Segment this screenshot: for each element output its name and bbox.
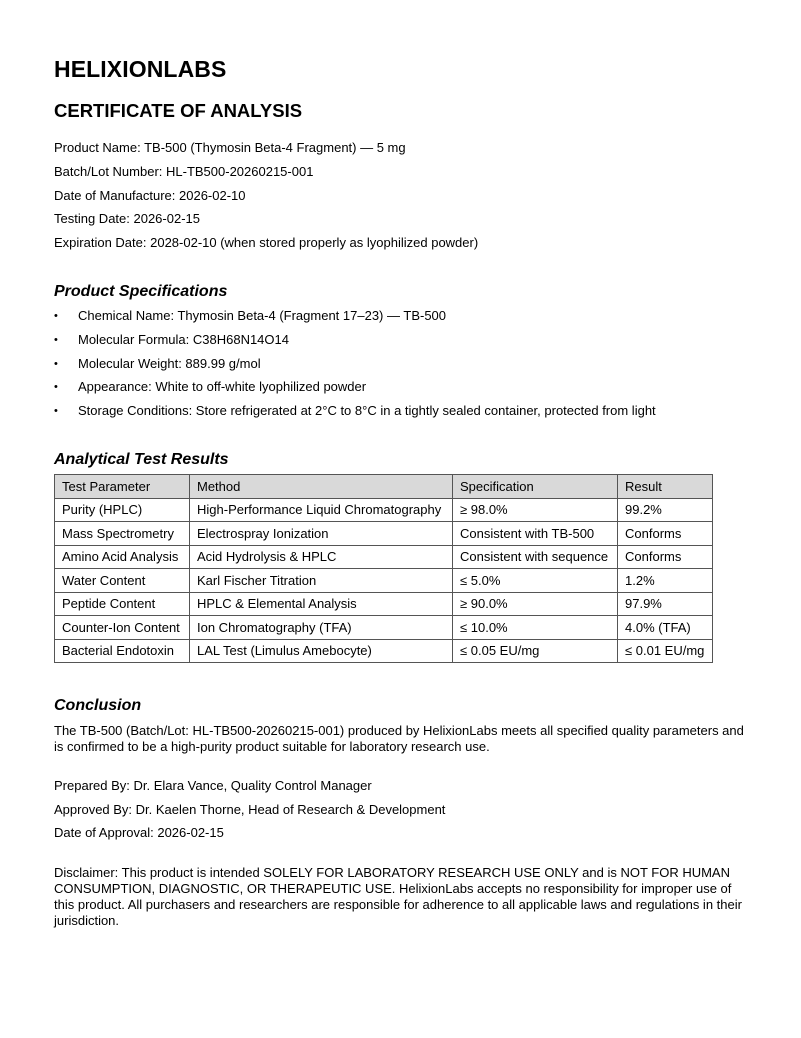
table-cell: Electrospray Ionization [190, 522, 453, 546]
table-cell: ≤ 0.05 EU/mg [453, 639, 618, 663]
table-row [55, 616, 713, 640]
bullet-icon: • [54, 405, 58, 417]
testing-date: Testing Date: 2026-02-15 [54, 211, 200, 226]
table-cell: Purity (HPLC) [55, 498, 190, 522]
table-cell: Counter-Ion Content [55, 616, 190, 640]
table-cell: 4.0% (TFA) [618, 616, 713, 640]
conclusion-text: The TB-500 (Batch/Lot: HL-TB500-20260215-001) produced by HelixionLabs meets all specified quality parameters and is confirmed to be a high-purity product suitable for laboratory research use. [54, 723, 744, 754]
table-cell: Conforms [618, 545, 713, 569]
date-of-approval: Date of Approval: 2026-02-15 [54, 825, 224, 840]
spec-text: Molecular Weight: 889.99 g/mol [78, 356, 261, 371]
spec-text: Molecular Formula: C38H68N14O14 [78, 332, 289, 347]
table-row [55, 545, 713, 569]
table-cell: ≤ 10.0% [453, 616, 618, 640]
table-cell: Ion Chromatography (TFA) [190, 616, 453, 640]
expiration-date: Expiration Date: 2028-02-10 (when stored properly as lyophilized powder) [54, 235, 479, 250]
column-header: Specification [453, 475, 618, 499]
table-cell: Consistent with TB-500 [453, 522, 618, 546]
table-cell: 1.2% [618, 569, 713, 593]
bullet-icon: • [54, 334, 58, 346]
table-cell: 99.2% [618, 498, 713, 522]
column-header: Method [190, 475, 453, 499]
table-row [55, 569, 713, 593]
bullet-icon: • [54, 381, 58, 393]
table-cell: Bacterial Endotoxin [55, 639, 190, 663]
table-row [55, 498, 713, 522]
table-cell: Acid Hydrolysis & HPLC [190, 545, 453, 569]
results-table [54, 474, 713, 663]
specifications-heading: Product Specifications [54, 283, 228, 300]
table-cell: High-Performance Liquid Chromatography [190, 498, 453, 522]
table-cell: Mass Spectrometry [55, 522, 190, 546]
table-row [55, 592, 713, 616]
results-heading: Analytical Test Results [54, 451, 229, 468]
conclusion-heading: Conclusion [54, 697, 142, 714]
table-header-row [55, 475, 713, 499]
spec-text: Storage Conditions: Store refrigerated at 2°C to 8°C in a tightly sealed container, protected from light [78, 403, 656, 418]
table-cell: Karl Fischer Titration [190, 569, 453, 593]
bullet-icon: • [54, 310, 58, 322]
spec-text: Chemical Name: Thymosin Beta-4 (Fragment 17–23) — TB-500 [78, 308, 447, 323]
table-cell: Conforms [618, 522, 713, 546]
table-row [55, 522, 713, 546]
table-cell: ≥ 98.0% [453, 498, 618, 522]
table-cell: 97.9% [618, 592, 713, 616]
table-cell: Peptide Content [55, 592, 190, 616]
product-name: Product Name: TB-500 (Thymosin Beta-4 Fragment) — 5 mg [54, 140, 406, 155]
table-cell: ≤ 5.0% [453, 569, 618, 593]
spec-text: Appearance: White to off-white lyophilized powder [78, 379, 367, 394]
table-cell: ≥ 90.0% [453, 592, 618, 616]
table-cell: LAL Test (Limulus Amebocyte) [190, 639, 453, 663]
table-cell: ≤ 0.01 EU/mg [618, 639, 713, 663]
batch-lot-number: Batch/Lot Number: HL-TB500-20260215-001 [54, 164, 314, 179]
table-cell: Water Content [55, 569, 190, 593]
table-row [55, 639, 713, 663]
approved-by: Approved By: Dr. Kaelen Thorne, Head of Research & Development [54, 802, 446, 817]
table-cell: Amino Acid Analysis [55, 545, 190, 569]
column-header: Test Parameter [55, 475, 190, 499]
prepared-by: Prepared By: Dr. Elara Vance, Quality Control Manager [54, 778, 372, 793]
column-header: Result [618, 475, 713, 499]
date-of-manufacture: Date of Manufacture: 2026-02-10 [54, 188, 246, 203]
brand-name: HELIXIONLABS [54, 56, 227, 82]
table-cell: Consistent with sequence [453, 545, 618, 569]
table-cell: HPLC & Elemental Analysis [190, 592, 453, 616]
disclaimer-text: Disclaimer: This product is intended SOLELY FOR LABORATORY RESEARCH USE ONLY and is NOT FOR HUMAN CONSUMPTION, DIAGNOSTIC, OR THERAPEUTIC USE. HelixionLabs accepts no responsibility for improper use of this product. All purchasers and researchers are responsible for adherence to all applicable laws and regulations in their jurisdiction. [54, 865, 742, 928]
bullet-icon: • [54, 358, 58, 370]
document-title: CERTIFICATE OF ANALYSIS [54, 100, 303, 121]
